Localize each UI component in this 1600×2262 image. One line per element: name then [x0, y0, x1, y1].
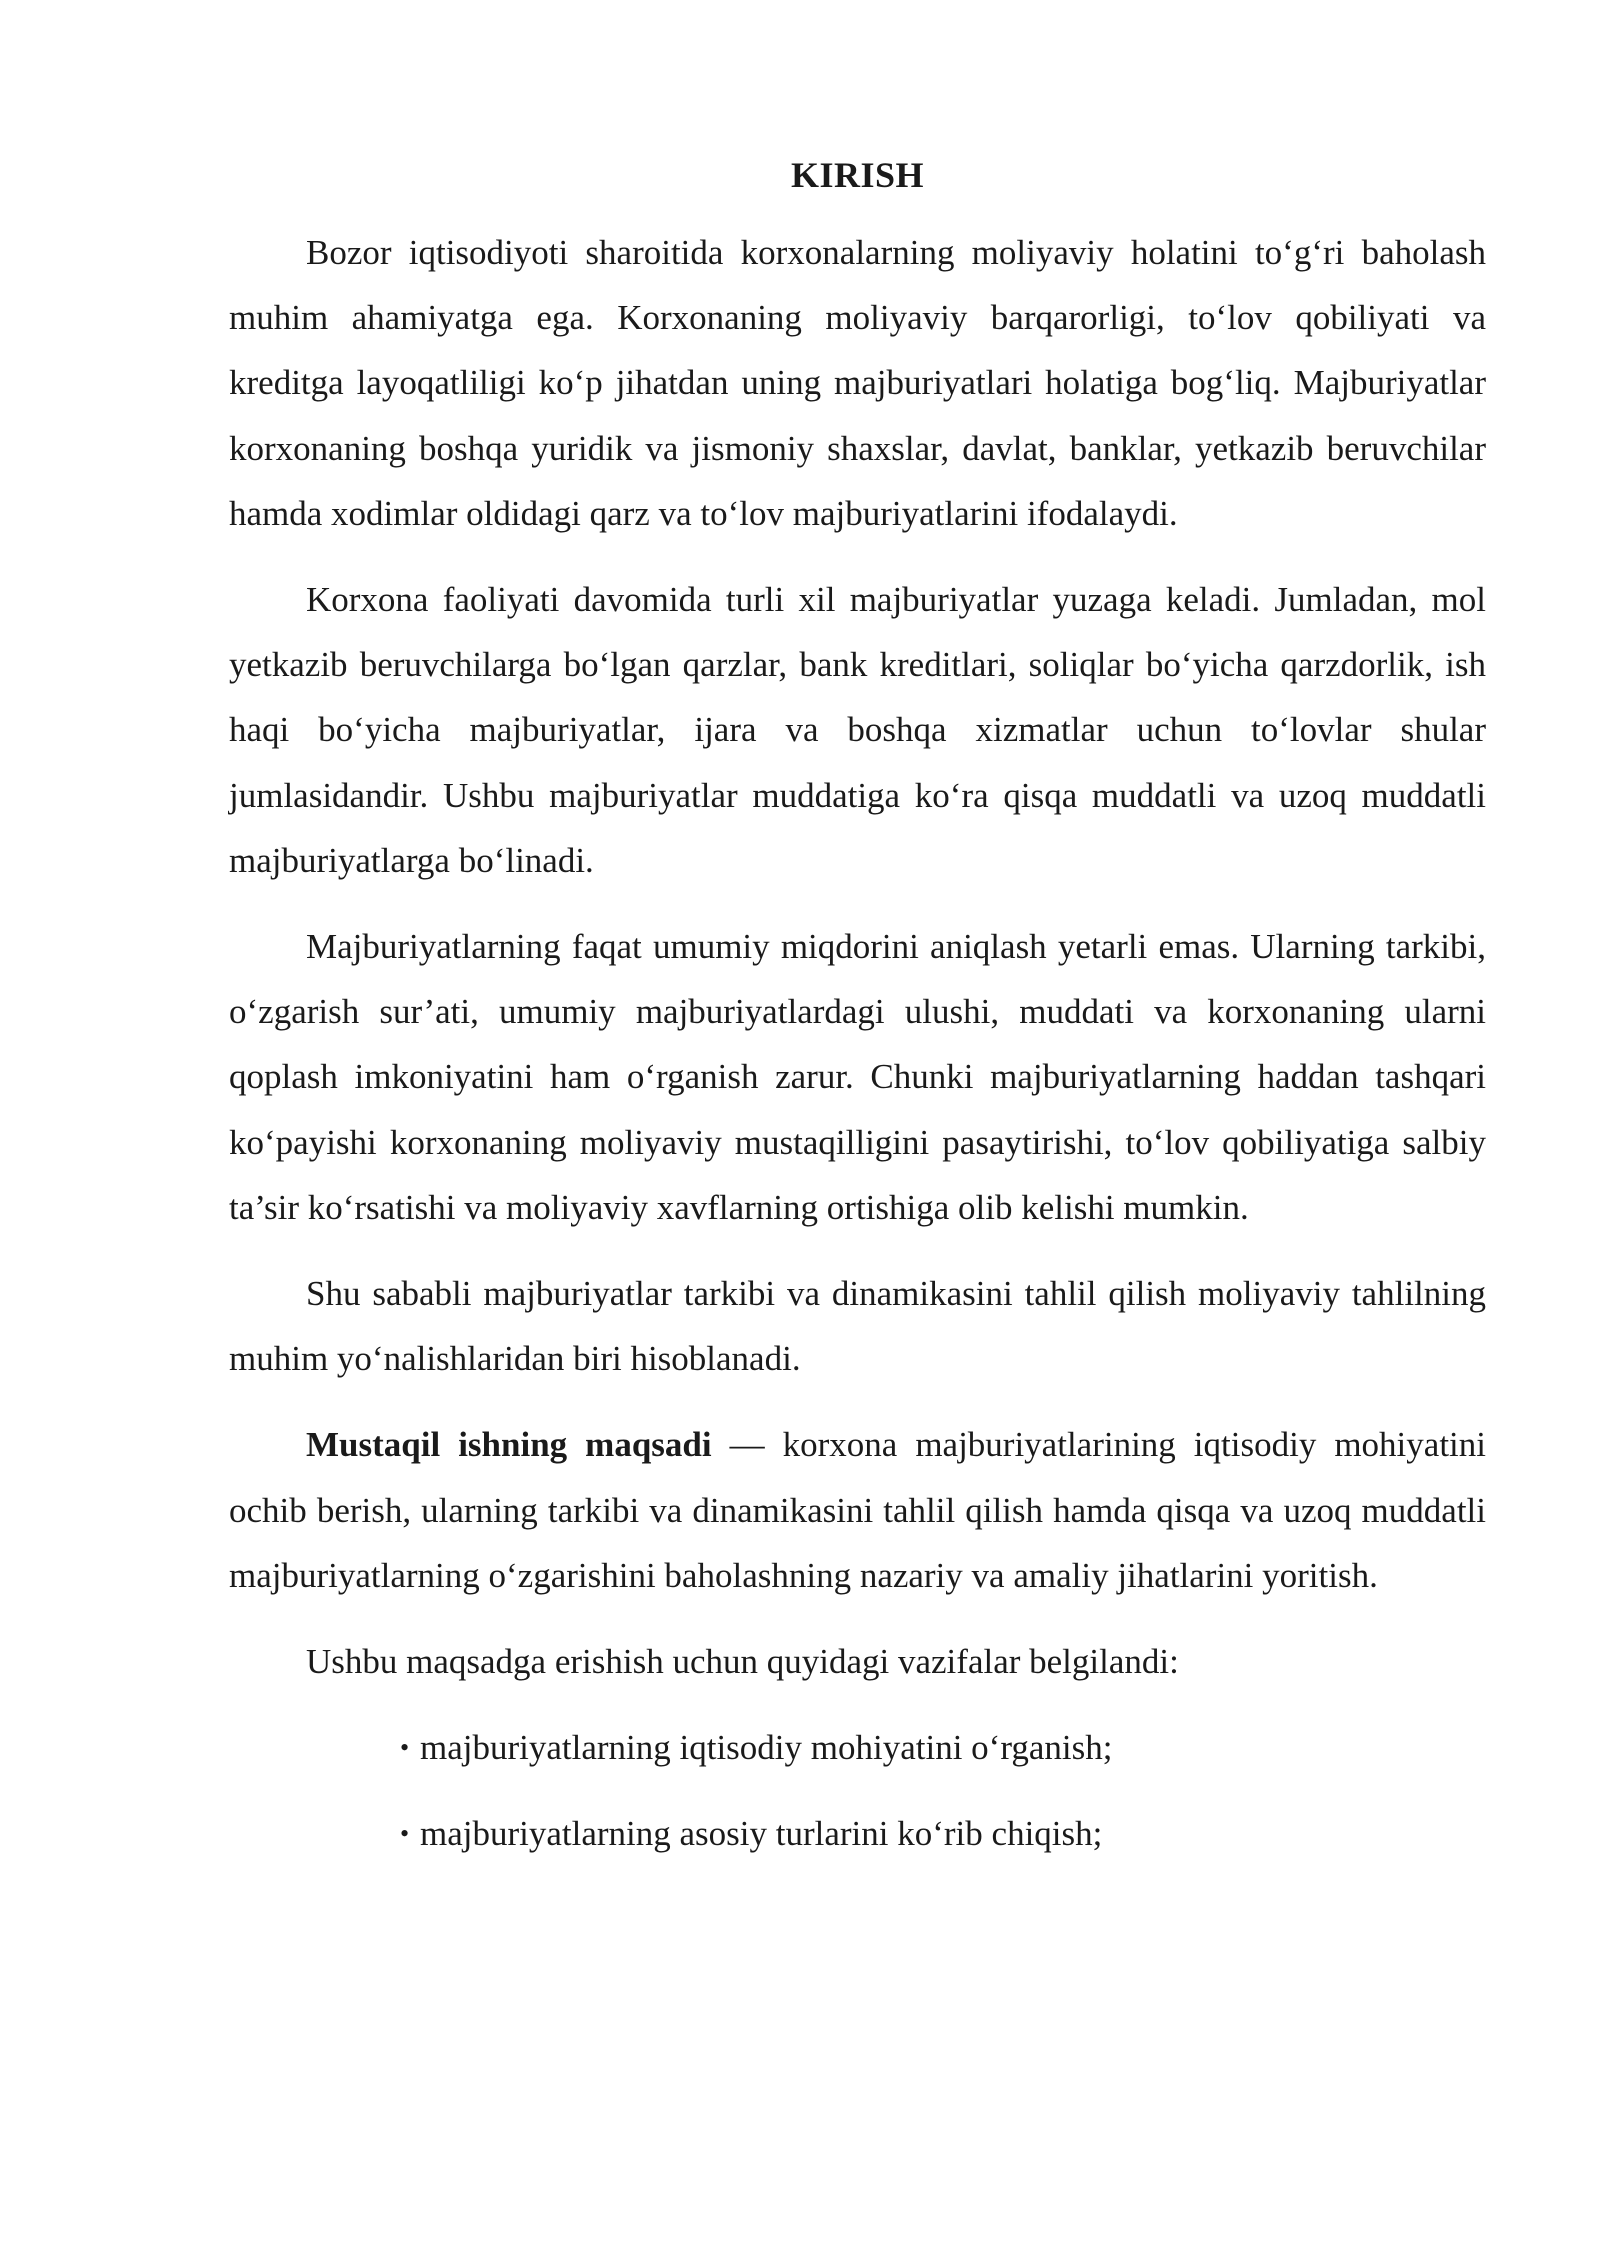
paragraph-1: Bozor iqtisodiyoti sharoitida korxonalarning moliyaviy holatini to‘g‘ri baholash muhim ahamiyatga ega. Korxonaning moliyaviy barqarorligi, to‘lov qobiliyati va kreditga layoqatliligi ko‘p jihatdan uning majburiyatlari holatiga bog‘liq. Majburiyatlar korxonaning boshqa yuridik va jismoniy shaxslar, davlat, banklar, yetkazib beruvchilar hamda xodimlar oldidagi qarz va to‘lov majburiyatlarini ifodalaydi. [229, 233, 1486, 533]
list-item [400, 1715, 1486, 1780]
tasks-intro: Ushbu maqsadga erishish uchun quyidagi vazifalar belgilandi: [306, 1642, 1179, 1682]
document-page [229, 150, 1486, 1888]
paragraph-4: Shu sababli majburiyatlar tarkibi va dinamikasini tahlil qilish moliyaviy tahlilning muhim yo‘nalishlaridan biri hisoblanadi. [229, 1274, 1486, 1379]
page-title: KIRISH [790, 155, 925, 195]
bullet-icon: • [400, 1733, 410, 1763]
goal-paragraph [229, 1412, 1486, 1608]
paragraph-2: Korxona faoliyati davomida turli xil majburiyatlar yuzaga keladi. Jumladan, mol yetkazib beruvchilarga bo‘lgan qarzlar, bank kreditlari, soliqlar bo‘yicha qarzdorlik, ish haqi bo‘yicha majburiyatlar, ijara va boshqa xizmatlar uchun to‘lovlar shular jumlasidandir. Ushbu majburiyatlar muddatiga ko‘ra qisqa muddatli va uzoq muddatli majburiyatlarga bo‘linadi. [229, 580, 1486, 880]
list-item [400, 1801, 1486, 1866]
task-text: majburiyatlarning iqtisodiy mohiyatini o‘rganish; [420, 1728, 1113, 1768]
bullet-icon: • [400, 1819, 410, 1849]
paragraph-3: Majburiyatlarning faqat umumiy miqdorini aniqlash yetarli emas. Ularning tarkibi, o‘zgarish sur’ati, umumiy majburiyatlardagi ulushi, muddati va korxonaning ularni qoplash imkoniyatini ham o‘rganish zarur. Chunki majburiyatlarning haddan tashqari ko‘payishi korxonaning moliyaviy mustaqilligini pasaytirishi, to‘lov qobiliyatiga salbiy ta’sir ko‘rsatishi va moliyaviy xavflarning ortishiga olib kelishi mumkin. [229, 927, 1486, 1227]
task-list [229, 1715, 1486, 1866]
task-text: majburiyatlarning asosiy turlarini ko‘rib chiqish; [420, 1814, 1103, 1854]
goal-label: Mustaqil ishning maqsadi [306, 1425, 712, 1465]
goal-text: — korxona majburiyatlarining iqtisodiy mohiyatini ochib berish, ularning tarkibi va dinamikasini tahlil qilish hamda qisqa va uzoq muddatli majburiyatlarning o‘zgarishini baholashning nazariy va amaliy jihatlarini yoritish. [229, 1425, 1486, 1595]
